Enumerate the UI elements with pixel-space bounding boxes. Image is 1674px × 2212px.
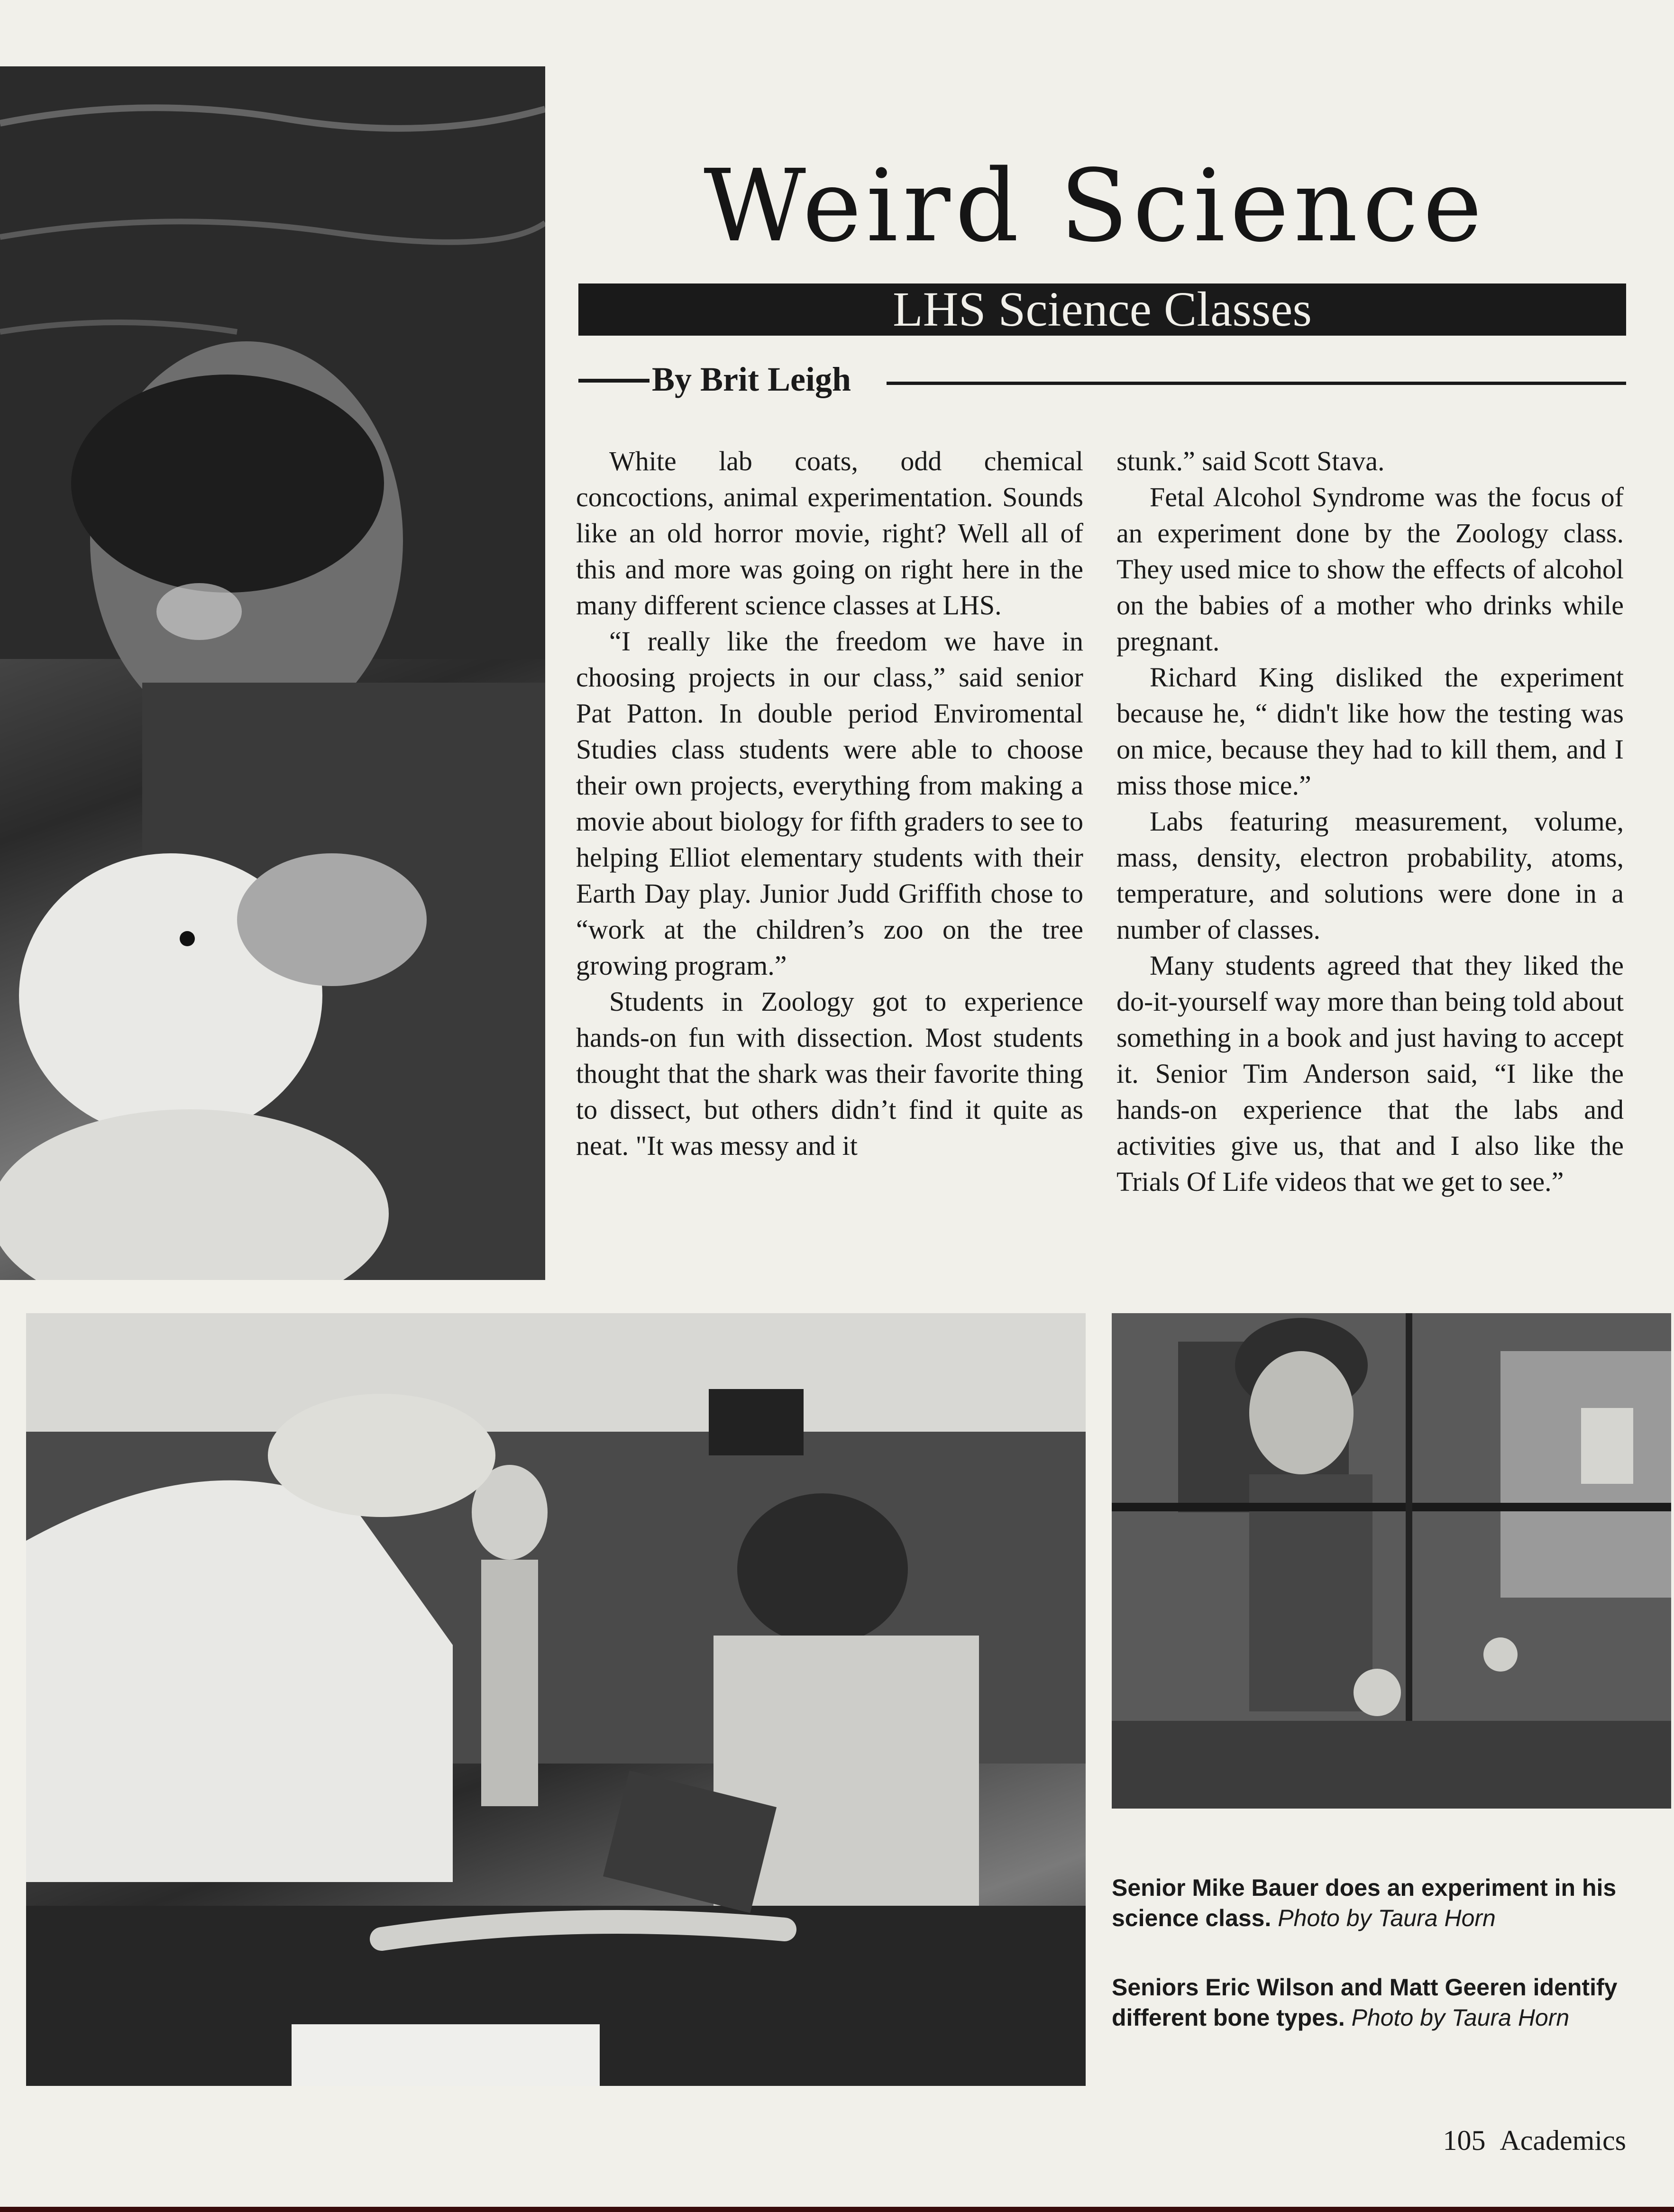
photo-caption bbox=[1112, 1873, 1647, 1933]
page-number: 105 bbox=[1443, 2125, 1486, 2156]
section-name: Academics bbox=[1500, 2125, 1626, 2156]
page-bottom-edge bbox=[0, 2207, 1674, 2212]
photo-lab-illustration bbox=[1112, 1313, 1671, 1809]
photo-bones-illustration bbox=[26, 1313, 1086, 2086]
photo-credit: Photo by Taura Horn bbox=[1278, 1905, 1496, 1931]
subtitle-banner bbox=[578, 283, 1626, 336]
byline-row bbox=[578, 358, 1626, 401]
photo-caption bbox=[1112, 1972, 1647, 2033]
photo-student-lab-experiment bbox=[1112, 1313, 1671, 1809]
page-folio bbox=[1418, 2124, 1626, 2157]
paragraph: Many students agreed that they liked the do-it-yourself way more than being told about something in a book and just having to accept it. Senior Tim Anderson said, “I like the hands-on experience that the labs and activities give us, that and I also like the Trials Of Life videos that we get to see.” bbox=[1116, 950, 1624, 1197]
paragraph: Fetal Alcohol Syndrome was the focus of an experiment done by the Zoology class. They used mice to show the effects of alcohol on the babies of a mother who drinks while pregnant. bbox=[1116, 482, 1624, 657]
article-column-right bbox=[1116, 443, 1624, 1200]
caption-text: Senior Mike Bauer does an experiment in his science class. bbox=[1112, 1874, 1617, 1931]
paragraph: Students in Zoology got to experience hands-on fun with dissection. Most students thought that the shark was their favorite thing to dissect, but others didn’t find it quite as neat. "It was messy and it bbox=[576, 986, 1083, 1161]
photo-credit: Photo by Taura Horn bbox=[1351, 2004, 1570, 2031]
article-column-left bbox=[576, 443, 1083, 1164]
paragraph: Labs featuring measurement, volume, mass, density, electron probability, atoms, temperature, and solutions were done in a number of classes. bbox=[1116, 806, 1624, 945]
photo-students-bones bbox=[26, 1313, 1086, 2086]
paragraph: Richard King disliked the experiment because he, “ didn't like how the testing was on mice, because they had to kill them, and I miss those mice.” bbox=[1116, 662, 1624, 801]
byline-rule-left bbox=[578, 379, 649, 383]
page-title: Weird Science bbox=[704, 148, 1487, 264]
paragraph: White lab coats, odd chemical concoctions, animal experimentation. Sounds like an old horror movie, right? Well all of this and more was going on right here in the many different science classes at LHS. bbox=[576, 446, 1083, 621]
caption-text: Seniors Eric Wilson and Matt Geeren identify different bone types. bbox=[1112, 1974, 1618, 2031]
byline: By Brit Leigh bbox=[652, 360, 851, 398]
subtitle: LHS Science Classes bbox=[893, 282, 1312, 337]
byline-rule-right bbox=[887, 382, 1626, 385]
paragraph: “I really like the freedom we have in choosing projects in our class,” said senior Pat Patton. In double period Enviromental Studies class students were able to choose their own projects, everything from making a movie about biology for fifth graders to see to helping Elliot elementary students with their Earth Day play. Junior Judd Griffith chose to “work at the children’s zoo on the tree growing program.” bbox=[576, 626, 1083, 981]
photo-teacher-with-skull bbox=[0, 66, 545, 1280]
photo-teacher-illustration bbox=[0, 66, 545, 1280]
paragraph-continuation: stunk.” said Scott Stava. bbox=[1116, 446, 1385, 476]
